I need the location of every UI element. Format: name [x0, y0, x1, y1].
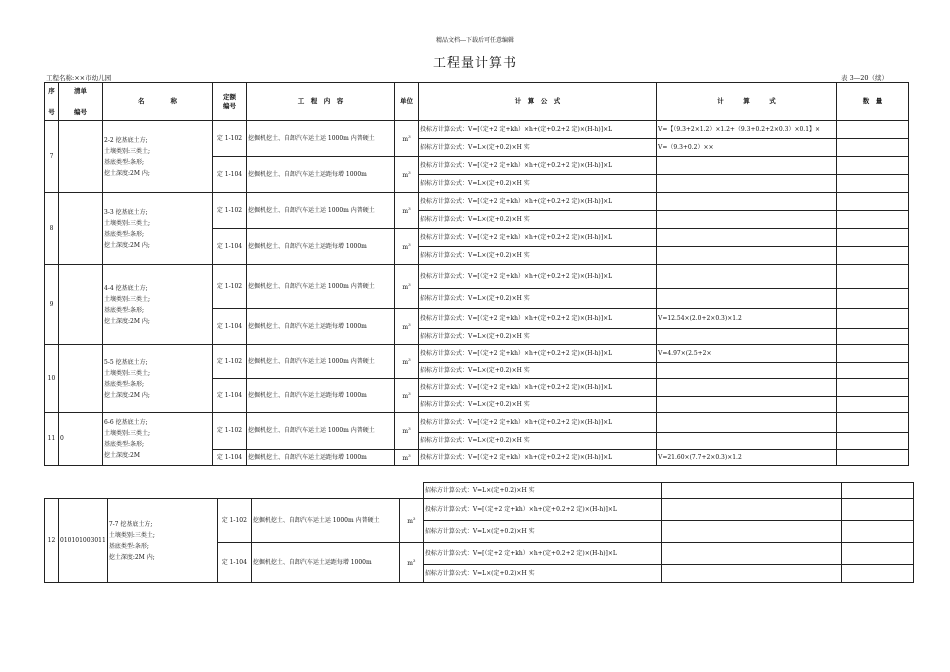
header-item-code: 清单 编号 [59, 83, 103, 121]
calc-cell [657, 363, 837, 379]
content-cell: 挖掘机挖土、自卸汽车运土运 1000m 内普硬土 [251, 499, 399, 543]
formula-cell: 招标方计算公式：V=L×(定+0.2)×H 实 [419, 139, 657, 157]
header-unit: 单位 [395, 83, 419, 121]
formula-cell: 投标方计算公式：V=[（定+2 定+kh）×h+(定+0.2+2 定)×(H-h)]×L [419, 413, 657, 433]
calc-cell: V=【（9.3+2×1.2）×1.2+（9.3+0.2+2×0.3）×0.1】× [657, 121, 837, 139]
unit-superscript: 3 [408, 426, 411, 432]
formula-cell: 招标方计算公式：V=L×(定+0.2)×H 实 [423, 565, 661, 583]
quota-code-cell: 定 1-104 [213, 157, 247, 193]
quota-code-cell: 定 1-104 [213, 309, 247, 345]
name-line: 挖土深度:2M 内; [104, 391, 150, 399]
name-line: 挖土深度:2M 内; [108, 553, 155, 561]
qty-cell [837, 193, 909, 211]
item-code-cell [59, 265, 103, 345]
seq-cell: 10 [45, 345, 59, 413]
formula-cell: 招标方计算公式：V=L×(定+0.2)×H 实 [423, 521, 661, 543]
qty-cell [841, 565, 913, 583]
item-code-cell: 010101003011 [59, 499, 108, 583]
name-line: 基底类型:条形; [104, 380, 145, 388]
name-cell [107, 499, 217, 583]
item-code-cell [59, 345, 103, 413]
seq-cell: 7 [45, 121, 59, 193]
qty-cell [837, 433, 909, 450]
qty-cell [837, 229, 909, 247]
formula-cell: 招标方计算公式：V=L×(定+0.2)×H 实 [419, 397, 657, 413]
qty-cell [837, 265, 909, 289]
name-line: 基底类型:条形; [104, 441, 145, 448]
formula-cell: 招标方计算公式：V=L×(定+0.2)×H 实 [419, 211, 657, 229]
calc-table-continued [44, 482, 914, 583]
qty-cell [837, 329, 909, 345]
qty-cell [837, 247, 909, 265]
empty-cell [45, 483, 59, 499]
name-line: 4-4 挖基底土方; [104, 284, 148, 292]
name-cell [103, 345, 213, 413]
unit-text: m [402, 454, 409, 462]
name-line: 土壤类别:三类土; [108, 531, 155, 539]
calc-table [44, 82, 909, 466]
unit-cell [395, 345, 419, 379]
unit-cell [399, 543, 423, 583]
unit-text: m [402, 171, 409, 179]
item-code-cell [59, 121, 103, 193]
content-cell: 挖掘机挖土、自卸汽车运土运距每增 1000m [247, 450, 395, 466]
table-row [45, 121, 909, 139]
seq-cell: 11 [45, 413, 59, 466]
qty-cell [841, 543, 913, 565]
item-code-cell [59, 193, 103, 265]
header-quota-code: 定额 编号 [213, 83, 247, 121]
unit-text: m [402, 428, 409, 436]
qty-cell [841, 521, 913, 543]
unit-cell [395, 229, 419, 265]
formula-cell: 投标方计算公式：V=[（定+2 定+kh）×h+(定+0.2+2 定)×(H-h)]×L [419, 450, 657, 466]
header-formula: 计 算 公 式 [419, 83, 657, 121]
qty-cell [837, 139, 909, 157]
unit-superscript: 3 [408, 133, 411, 139]
name-line: 基底类型:条形; [104, 306, 145, 314]
continuation-row [45, 483, 914, 499]
content-cell: 挖掘机挖土、自卸汽车运土运 1000m 内普硬土 [247, 265, 395, 309]
quota-code-cell: 定 1-104 [217, 543, 251, 583]
unit-superscript: 3 [408, 452, 411, 458]
qty-cell [837, 345, 909, 363]
calc-cell [657, 289, 837, 309]
unit-text: m [407, 517, 413, 525]
qty-cell [837, 157, 909, 175]
name-line: 土壤类别:三类土; [104, 147, 151, 155]
name-line: 5-5 挖基底土方; [104, 358, 148, 366]
name-cell [103, 121, 213, 193]
formula-cell: 招标方计算公式：V=L×(定+0.2)×H 实 [419, 247, 657, 265]
qty-cell [837, 363, 909, 379]
calc-cell [657, 379, 837, 397]
formula-cell: 投标方计算公式：V=[（定+2 定+kh）×h+(定+0.2+2 定)×(H-h)]×L [423, 543, 661, 565]
name-line: 2-2 挖基底土方; [104, 136, 148, 144]
calc-cell [657, 229, 837, 247]
content-cell: 挖掘机挖土、自卸汽车运土运 1000m 内普硬土 [247, 413, 395, 450]
unit-text: m [402, 358, 409, 366]
quota-code-cell: 定 1-102 [213, 193, 247, 229]
formula-cell: 投标方计算公式：V=[（定+2 定+kh）×h+(定+0.2+2 定)×(H-h)]×L [419, 157, 657, 175]
header-qty: 数 量 [837, 83, 909, 121]
name-line: 土壤类别:三类土; [104, 219, 151, 227]
calc-cell [657, 413, 837, 433]
qty-cell [837, 379, 909, 397]
content-cell: 挖掘机挖土、自卸汽车运土运距每增 1000m [247, 309, 395, 345]
calc-cell: V=21.60×(7.7+2×0.3)×1.2 [657, 450, 837, 466]
header-content: 工 程 内 容 [247, 83, 395, 121]
quota-code-cell: 定 1-104 [213, 450, 247, 466]
watermark-text: 精品文档---下载后可任意编辑 [435, 37, 515, 44]
unit-cell [395, 309, 419, 345]
name-line: 3-3 挖基底土方; [104, 208, 148, 216]
calc-cell [657, 397, 837, 413]
name-line: 挖土深度:2M 内; [104, 317, 150, 325]
name-line: 6-6 挖基底土方; [104, 419, 148, 426]
unit-superscript: 3 [412, 515, 416, 521]
table-row [45, 499, 914, 521]
formula-cell: 投标方计算公式：V=[（定+2 定+kh）×h+(定+0.2+2 定)×(H-h)]×L [419, 229, 657, 247]
content-cell: 挖掘机挖土、自卸汽车运土运距每增 1000m [247, 229, 395, 265]
name-line: 挖土深度:2M 内; [104, 241, 150, 249]
name-line: 挖土深度:2M 内; [104, 169, 150, 177]
formula-cell: 投标方计算公式：V=[（定+2 定+kh）×h+(定+0.2+2 定)×(H-h)]×L [419, 265, 657, 289]
table-row [45, 345, 909, 363]
unit-text: m [407, 559, 413, 567]
empty-cell [59, 483, 108, 499]
calc-cell [657, 265, 837, 289]
qty-cell [837, 211, 909, 229]
unit-superscript: 3 [408, 205, 411, 211]
calc-cell [657, 433, 837, 450]
table-row [45, 265, 909, 289]
unit-cell [399, 499, 423, 543]
calc-cell: V=（9.3+0.2）×× [657, 139, 837, 157]
formula-cell: 招标方计算公式：V=L×(定+0.2)×H 实 [419, 363, 657, 379]
qty-cell [837, 413, 909, 433]
empty-cell [217, 483, 251, 499]
qty-cell [837, 397, 909, 413]
empty-cell [399, 483, 423, 499]
name-line: 基底类型:条形; [104, 230, 145, 238]
header-calc: 计 算 式 [657, 83, 837, 121]
name-line: 基底类型:条形; [104, 158, 145, 166]
header-name: 名 称 [103, 83, 213, 121]
seq-cell: 8 [45, 193, 59, 265]
unit-cell [395, 265, 419, 309]
quota-code-cell: 定 1-102 [213, 121, 247, 157]
unit-superscript: 3 [408, 281, 411, 287]
name-line: 土壤类别:三类土; [104, 369, 151, 377]
calc-cell: V=4.97×(2.5+2× [657, 345, 837, 363]
calc-cell [661, 543, 841, 565]
header-seq: 序 号 [45, 83, 59, 121]
name-line: 土壤类别:三类土; [104, 295, 151, 303]
calc-cell [661, 499, 841, 521]
empty-cell [251, 483, 399, 499]
quota-code-cell: 定 1-102 [217, 499, 251, 543]
qty-cell [837, 289, 909, 309]
quota-code-cell: 定 1-104 [213, 379, 247, 413]
content-cell: 挖掘机挖土、自卸汽车运土运 1000m 内普硬土 [247, 121, 395, 157]
formula-cell: 投标方计算公式：V=[（定+2 定+kh）×h+(定+0.2+2 定)×(H-h)]×L [419, 345, 657, 363]
qty-cell [837, 175, 909, 193]
unit-text: m [402, 207, 409, 215]
unit-superscript: 3 [408, 169, 411, 175]
unit-text: m [402, 135, 409, 143]
formula-cell: 投标方计算公式：V=[（定+2 定+kh）×h+(定+0.2+2 定)×(H-h)]×L [419, 379, 657, 397]
unit-cell [395, 193, 419, 229]
unit-text: m [402, 243, 409, 251]
formula-cell: 招标方计算公式：V=L×(定+0.2)×H 实 [419, 433, 657, 450]
calc-cell: V=12.54×(2.0+2×0.3)×1.2 [657, 309, 837, 329]
calc-cell [657, 157, 837, 175]
formula-cell: 投标方计算公式：V=[（定+2 定+kh）×h+(定+0.2+2 定)×(H-h)]×L [423, 499, 661, 521]
unit-cell [395, 379, 419, 413]
table-row [45, 413, 909, 433]
document-title: 工程量计算书 [432, 56, 517, 71]
seq-cell: 9 [45, 265, 59, 345]
unit-superscript: 3 [408, 241, 411, 247]
calc-cell [661, 483, 841, 499]
item-code-cell: 0 [59, 413, 103, 466]
table-row [45, 193, 909, 211]
unit-cell [395, 413, 419, 450]
qty-cell [837, 450, 909, 466]
unit-superscript: 3 [408, 321, 411, 327]
qty-cell [837, 121, 909, 139]
qty-cell [837, 309, 909, 329]
seq-cell: 12 [45, 499, 59, 583]
name-cell [103, 413, 213, 466]
formula-cell: 招标方计算公式：V=L×(定+0.2)×H 实 [419, 329, 657, 345]
calc-cell [657, 247, 837, 265]
content-cell: 挖掘机挖土、自卸汽车运土运距每增 1000m [247, 379, 395, 413]
unit-text: m [402, 283, 409, 291]
unit-text: m [402, 323, 409, 331]
qty-cell [841, 483, 913, 499]
unit-cell [395, 121, 419, 157]
content-cell: 挖掘机挖土、自卸汽车运土运 1000m 内普硬土 [247, 345, 395, 379]
name-cell [103, 265, 213, 345]
quota-code-cell: 定 1-102 [213, 345, 247, 379]
content-cell: 挖掘机挖土、自卸汽车运土运距每增 1000m [251, 543, 399, 583]
unit-cell [395, 450, 419, 466]
unit-text: m [402, 392, 409, 400]
name-line: 挖土深度:2M [104, 452, 140, 459]
calc-cell [661, 565, 841, 583]
project-name: 工程名称:××市幼儿园 [46, 74, 112, 82]
quota-code-cell: 定 1-104 [213, 229, 247, 265]
name-cell [103, 193, 213, 265]
formula-cell: 投标方计算公式：V=[（定+2 定+kh）×h+(定+0.2+2 定)×(H-h)]×L [419, 193, 657, 211]
formula-cell: 投标方计算公式：V=[（定+2 定+kh）×h+(定+0.2+2 定)×(H-h)]×L [419, 121, 657, 139]
formula-cell: 招标方计算公式：V=L×(定+0.2)×H 实 [419, 289, 657, 309]
calc-cell [657, 175, 837, 193]
empty-cell [107, 483, 217, 499]
formula-cell: 招标方计算公式：V=L×(定+0.2)×H 实 [423, 483, 661, 499]
calc-cell [657, 211, 837, 229]
quota-code-cell: 定 1-102 [213, 413, 247, 450]
qty-cell [841, 499, 913, 521]
unit-cell [395, 157, 419, 193]
calc-cell [661, 521, 841, 543]
unit-superscript: 3 [408, 390, 411, 396]
quota-code-cell: 定 1-102 [213, 265, 247, 309]
unit-superscript: 3 [412, 557, 416, 563]
name-line: 7-7 挖基底土方; [108, 520, 153, 528]
calc-cell [657, 329, 837, 345]
table-number: 表 3—20（续） [841, 74, 888, 82]
formula-cell: 招标方计算公式：V=L×(定+0.2)×H 实 [419, 175, 657, 193]
name-line: 基底类型:条形; [108, 542, 149, 550]
name-line: 土壤类别:三类土; [104, 430, 151, 437]
calc-cell [657, 193, 837, 211]
content-cell: 挖掘机挖土、自卸汽车运土运 1000m 内普硬土 [247, 193, 395, 229]
content-cell: 挖掘机挖土、自卸汽车运土运距每增 1000m [247, 157, 395, 193]
unit-superscript: 3 [408, 356, 411, 362]
formula-cell: 投标方计算公式：V=[（定+2 定+kh）×h+(定+0.2+2 定)×(H-h)]×L [419, 309, 657, 329]
